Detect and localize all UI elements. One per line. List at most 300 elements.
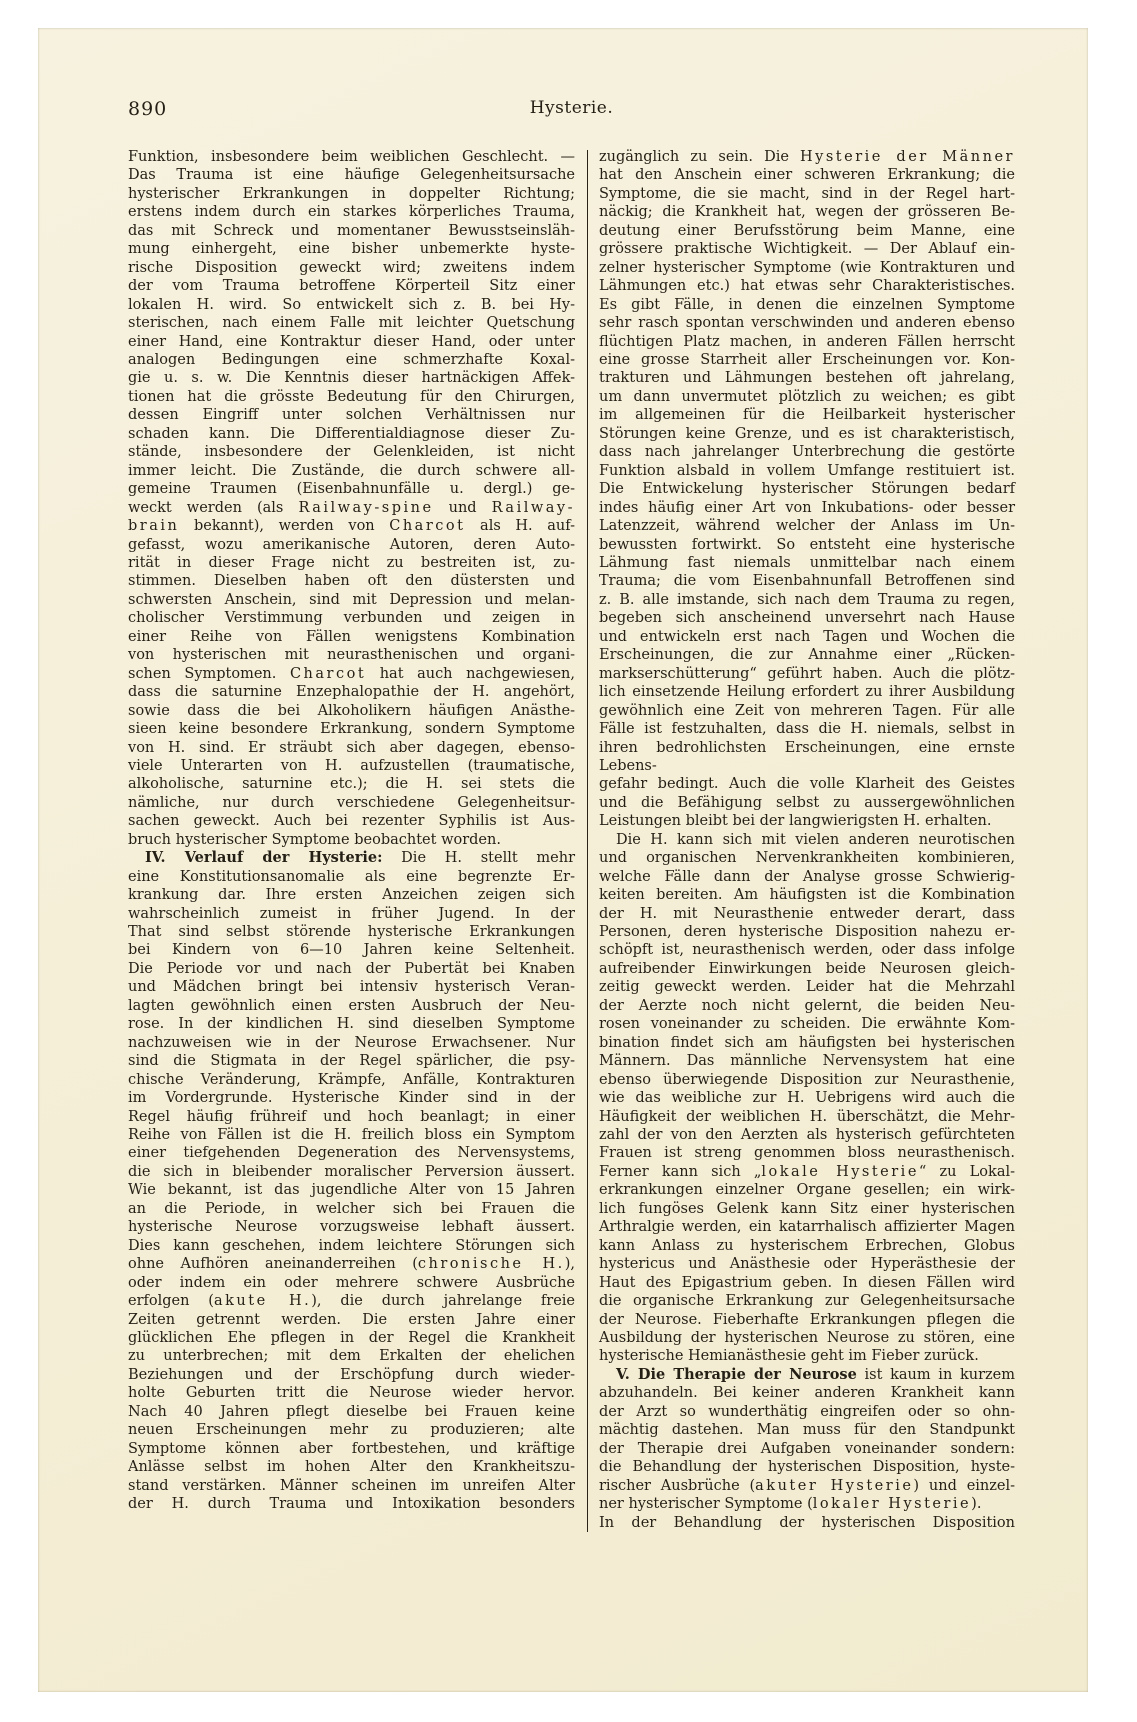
text-segment: erkrankungen einzelner Organe gesellen; ein wirk- <box>599 1182 1015 1199</box>
text-line <box>599 1218 1015 1236</box>
text-segment: rose. In der kindlichen H. sind dieselben Symptome <box>128 1016 575 1033</box>
text-segment: ist kaum in kurzem <box>856 1366 1015 1383</box>
text-segment: Personen, deren hysterische Disposition nahezu er- <box>599 924 1015 941</box>
text-line <box>599 941 1015 959</box>
text-line <box>128 1477 575 1495</box>
text-line <box>128 388 575 406</box>
text-segment: sind die Stigmata in der Regel spärlicher, die psy- <box>128 1053 575 1070</box>
text-segment: schaden kann. Die Differentialdiagnose dieser Zu- <box>128 425 575 442</box>
text-segment: stimmen. Dieselben haben oft den düstersten und <box>128 573 575 590</box>
text-segment: Leistungen bleibt bei der langwierigsten H. erhalten. <box>599 813 992 830</box>
text-line <box>128 222 575 240</box>
text-segment: Die H. kann sich mit vielen anderen neurotischen <box>616 831 1015 848</box>
text-line <box>599 646 1015 664</box>
text-segment: einer Hand, eine Kontraktur dieser Hand, oder unter <box>128 333 575 350</box>
text-segment: nämliche, nur durch verschiedene Gelegenheitsur- <box>128 794 575 811</box>
text-line <box>599 1255 1015 1273</box>
text-line <box>599 960 1015 978</box>
text-line <box>599 1200 1015 1218</box>
text-segment: In der Behandlung der hysterischen Disposition <box>599 1514 1015 1531</box>
text-line <box>128 443 575 461</box>
text-segment: gefahr bedingt. Auch die volle Klarheit des Geistes <box>599 776 1015 793</box>
text-line <box>128 1329 575 1347</box>
text-segment: akute H. <box>213 1293 312 1310</box>
text-segment: zugänglich zu sein. Die <box>599 149 801 165</box>
text-line <box>128 1218 575 1236</box>
text-segment: bruch hysterischer Symptome beobachtet worden. <box>128 831 501 848</box>
text-segment: zeitig geweckt werden. Leider hat die Mehrzahl <box>599 979 1015 996</box>
text-segment: Symptome, die sie macht, sind in der Regel hart- <box>599 185 1015 202</box>
text-line <box>599 812 1015 830</box>
text-line <box>599 1034 1015 1052</box>
text-line <box>128 609 575 627</box>
text-line <box>128 425 575 443</box>
text-line <box>128 499 575 517</box>
text-line <box>599 683 1015 701</box>
text-line <box>599 849 1015 867</box>
text-line <box>128 1292 575 1310</box>
text-line <box>128 1126 575 1144</box>
text-segment: lokale Hysterie <box>761 1163 919 1180</box>
text-line <box>599 591 1015 609</box>
text-line <box>599 720 1015 738</box>
text-segment: viele Unterarten von H. aufzustellen (traumatische, <box>128 757 575 774</box>
text-line <box>128 794 575 812</box>
text-segment: Arthralgie werden, ein katarrhalisch affizierter Magen <box>599 1219 1015 1236</box>
text-line <box>599 296 1015 314</box>
text-line <box>599 203 1015 221</box>
text-segment: rischer Ausbrüche ( <box>599 1477 756 1494</box>
text-segment: keiten bereiten. Am häufigsten ist die Kombination <box>599 887 1015 904</box>
text-segment: brain <box>128 518 180 535</box>
text-line <box>128 665 575 683</box>
text-line <box>599 369 1015 387</box>
text-segment: Ausbildung der hysterischen Neurose zu stören, eine <box>599 1330 1015 1346</box>
text-line <box>128 406 575 424</box>
text-segment: gefasst, wozu amerikanische Autoren, deren Auto- <box>128 536 575 553</box>
text-segment: ), die durch jahrelange freie <box>311 1293 575 1310</box>
text-line <box>128 628 575 646</box>
text-segment: bekannt), werden von <box>179 518 390 535</box>
text-segment: z. B. alle imstande, sich nach dem Trauma zu regen, <box>599 591 1015 608</box>
text-line <box>128 1403 575 1421</box>
text-line <box>128 1144 575 1162</box>
text-segment: hystericus und Anästhesie oder Hyperästhesie der <box>599 1256 1015 1273</box>
text-segment: aufreibender Einwirkungen beide Neurosen gleich- <box>599 960 1015 977</box>
page-number: 890 <box>128 98 168 120</box>
text-line <box>128 960 575 978</box>
text-line <box>128 1034 575 1052</box>
text-line <box>599 1237 1015 1255</box>
text-line <box>599 1440 1015 1458</box>
text-segment: dass nach jahrelanger Unterbrechung die gestörte <box>599 444 1015 461</box>
text-line <box>128 646 575 664</box>
text-segment: Symptome können aber fortbestehen, und kräftige <box>128 1440 575 1457</box>
text-segment: Die Periode vor und nach der Pubertät bei Knaben <box>128 960 575 977</box>
text-segment: Die H. stellt mehr <box>382 850 575 867</box>
text-line <box>128 185 575 203</box>
text-segment: die Behandlung der hysterischen Disposition, hyste- <box>599 1459 1015 1476</box>
text-segment: Anlässe selbst im hohen Alter den Krankheitszu- <box>128 1459 575 1476</box>
text-line <box>599 480 1015 498</box>
text-line <box>128 351 575 369</box>
text-segment: ebenso überwiegende Disposition zur Neurasthenie, <box>599 1071 1015 1088</box>
text-segment: von H. sind. Er sträubt sich aber dagegen, ebenso- <box>128 739 575 756</box>
text-line <box>128 1421 575 1439</box>
text-line <box>599 1384 1015 1402</box>
text-segment: bei Kindern von 6—10 Jahren keine Seltenheit. <box>128 942 575 959</box>
text-line <box>599 148 1015 166</box>
text-line <box>128 591 575 609</box>
text-segment: cholischer Verstimmung verbunden und zeigen in <box>128 610 575 627</box>
text-line <box>599 572 1015 590</box>
text-line <box>128 886 575 904</box>
text-line <box>599 905 1015 923</box>
text-segment: wahrscheinlich zumeist in früher Jugend. In der <box>128 905 575 922</box>
text-segment: Funktion alsbald in vollem Umfange restituiert ist. <box>599 462 1015 479</box>
text-line <box>128 554 575 572</box>
column-divider <box>587 150 588 1532</box>
text-segment: eine grosse Starrheit aller Erscheinungen vor. Kon- <box>599 351 1015 368</box>
text-line <box>599 1329 1015 1347</box>
text-line <box>599 1071 1015 1089</box>
text-line <box>599 443 1015 461</box>
text-segment: Trauma; die vom Eisenbahnunfall Betroffenen sind <box>599 573 1015 590</box>
text-line <box>128 1200 575 1218</box>
text-segment: Regel häufig frühreif und hoch beanlagt; in einer <box>128 1108 575 1125</box>
text-line <box>599 1108 1015 1126</box>
text-segment: Männern. Das männliche Nervensystem hat eine <box>599 1053 1015 1070</box>
text-segment: eine Konstitutionsanomalie als eine begrenzte Er- <box>128 868 575 885</box>
text-line <box>599 1458 1015 1476</box>
text-line <box>599 314 1015 332</box>
text-line <box>599 1292 1015 1310</box>
text-segment: Zeiten getrennt werden. Die ersten Jahre einer <box>128 1311 575 1328</box>
text-line <box>599 388 1015 406</box>
text-segment: ihren bedrohlichsten Erscheinungen, eine ernste Lebens- <box>599 739 1015 774</box>
text-segment: That sind selbst störende hysterische Erkrankungen <box>128 924 575 941</box>
text-segment: Charcot <box>289 665 367 682</box>
text-segment: dass die saturnine Enzephalopathie der H. angehört, <box>128 684 575 701</box>
text-segment: erfolgen ( <box>128 1293 214 1310</box>
text-line <box>599 166 1015 184</box>
text-segment: lokalen H. wird. So entwickelt sich z. B. bei Hy- <box>128 296 575 313</box>
text-line <box>128 1458 575 1476</box>
text-line <box>128 831 575 849</box>
text-segment: erstens indem durch ein starkes körperliches Trauma, <box>128 204 575 221</box>
text-segment: lich einsetzende Heilung erfordert zu ihrer Ausbildung <box>599 684 1015 701</box>
text-segment: näckig; die Krankheit hat, wegen der grösseren Be- <box>599 204 1015 221</box>
text-line <box>599 1163 1015 1181</box>
text-segment: um dann unvermutet plötzlich zu weichen; es gibt <box>599 388 1015 405</box>
text-segment: die sich in bleibender moralischer Perversion äussert. <box>128 1163 575 1180</box>
text-line <box>599 739 1015 776</box>
text-line <box>128 1089 575 1107</box>
text-segment: tionen hat die grösste Bedeutung für den Chirurgen, <box>128 388 575 405</box>
text-segment: chronische H. <box>417 1256 565 1273</box>
text-segment: ohne Aufhören aneinanderreihen ( <box>128 1256 418 1273</box>
text-segment: der vom Trauma betroffene Körperteil Sitz einer <box>128 278 575 295</box>
text-line <box>599 886 1015 904</box>
text-segment: im Vordergrunde. Hysterische Kinder sind in der <box>128 1090 575 1107</box>
text-segment: Ferner kann sich „ <box>599 1163 762 1180</box>
text-segment: wie das weibliche zur H. Uebrigens wird auch die <box>599 1090 1015 1107</box>
text-segment: markserschütterung“ geführt haben. Auch die plötz- <box>599 665 1015 682</box>
text-segment: und entwickeln erst nach Tagen und Wochen die <box>599 628 1015 645</box>
text-line <box>128 517 575 535</box>
text-line <box>128 739 575 757</box>
text-segment: ), <box>564 1256 575 1273</box>
text-segment: schöpft ist, neurasthenisch werden, oder dass infolge <box>599 942 1015 959</box>
text-segment: und die Befähigung selbst zu aussergewöhnlichen <box>599 794 1015 811</box>
text-line <box>599 1421 1015 1439</box>
text-segment: dessen Eingriff unter solchen Verhältnissen nur <box>128 407 575 424</box>
text-segment: Erscheinungen, die zur Annahme einer „Rücken- <box>599 647 1015 664</box>
text-line <box>599 1514 1015 1532</box>
text-line <box>128 148 575 166</box>
text-segment: Es gibt Fälle, in denen die einzelnen Symptome <box>599 296 1015 313</box>
text-line <box>599 609 1015 627</box>
text-segment: bewussten fortwirkt. So entsteht eine hysterische <box>599 536 1015 553</box>
text-line <box>599 1347 1015 1365</box>
text-line <box>599 923 1015 941</box>
text-segment: holte Geburten tritt die Neurose wieder hervor. <box>128 1385 575 1402</box>
text-line <box>128 296 575 314</box>
text-segment: und organischen Nervenkrankheiten kombinieren, <box>599 850 1015 867</box>
text-segment: Die Entwickelung hysterischer Störungen bedarf <box>599 481 1015 498</box>
text-line <box>599 185 1015 203</box>
text-line <box>599 1181 1015 1199</box>
text-segment: der Therapie drei Aufgaben voneinander sondern: <box>599 1440 1015 1457</box>
text-segment: der Neurose. Fieberhafte Erkrankungen pflegen die <box>599 1311 1015 1328</box>
text-line <box>128 757 575 775</box>
text-segment: Latenzzeit, während welcher der Anlass im Un- <box>599 518 1015 535</box>
text-line <box>599 462 1015 480</box>
text-segment: und <box>433 499 492 516</box>
text-segment: krankung dar. Ihre ersten Anzeichen zeigen sich <box>128 887 575 904</box>
text-segment: Störungen keine Grenze, und es ist charakteristisch, <box>599 425 1015 442</box>
text-segment: kann Anlass zu hysterischem Erbrechen, Globus <box>599 1237 1015 1254</box>
text-line <box>599 499 1015 517</box>
text-line <box>128 369 575 387</box>
text-segment: hat den Anschein einer schweren Erkrankung; die <box>599 167 1015 184</box>
text-line <box>599 1495 1015 1513</box>
text-line <box>128 462 575 480</box>
text-line <box>128 277 575 295</box>
text-segment: Häufigkeit der weiblichen H. überschätzt, die Mehr- <box>599 1108 1015 1125</box>
text-line <box>128 941 575 959</box>
text-segment: Haut des Epigastrium geben. In diesen Fällen wird <box>599 1274 1015 1291</box>
text-line <box>128 868 575 886</box>
text-segment: als H. auf- <box>465 518 575 535</box>
text-line <box>599 277 1015 295</box>
text-segment: grössere praktische Wichtigkeit. — Der Ablauf ein- <box>599 241 1015 258</box>
text-line <box>599 831 1015 849</box>
text-segment: deutung einer Berufsstörung beim Manne, eine <box>599 222 1015 239</box>
text-segment: einer Reihe von Fällen wenigstens Kombination <box>128 628 575 645</box>
text-line <box>599 240 1015 258</box>
text-segment: sieen keine besondere Erkrankung, sondern Symptome <box>128 721 575 738</box>
text-segment: gewöhnlich eine Zeit von mehreren Tagen. Für alle <box>599 702 1015 719</box>
text-line <box>128 849 575 867</box>
text-line <box>599 1089 1015 1107</box>
text-line <box>599 775 1015 793</box>
text-line <box>599 1126 1015 1144</box>
text-segment: weckt werden (als <box>128 499 299 516</box>
text-line <box>128 480 575 498</box>
text-line <box>128 1071 575 1089</box>
text-segment: hysterische Neurose vorzugsweise lebhaft äussert. <box>128 1219 575 1236</box>
text-segment: Lähmungen etc.) hat etwas sehr Charakteristisches. <box>599 278 1015 295</box>
text-segment: Frauen ist streng genommen bloss neurasthenisch. <box>599 1145 1015 1162</box>
text-line <box>128 1347 575 1365</box>
text-line <box>128 702 575 720</box>
text-segment: akuter Hysterie <box>755 1477 914 1494</box>
text-line <box>128 1440 575 1458</box>
text-segment: hysterischer Erkrankungen in doppelter Richtung; <box>128 185 575 202</box>
text-line <box>599 1015 1015 1033</box>
text-segment: einer tiefgehenden Degeneration des Nervensystems, <box>128 1145 575 1162</box>
text-line <box>599 1311 1015 1329</box>
text-segment: der Arzt so wunderthätig eingreifen oder so ohn- <box>599 1403 1015 1420</box>
text-line <box>128 1495 575 1513</box>
text-segment: stand verstärken. Männer scheinen im unreifen Alter <box>128 1477 575 1494</box>
text-segment: welche Fälle dann der Analyse grosse Schwierig- <box>599 868 1015 885</box>
text-segment: lagten gewöhnlich einen ersten Ausbruch der Neu- <box>128 997 575 1014</box>
text-segment: das mit Schreck und momentaner Bewusstseinsläh- <box>128 222 575 239</box>
text-segment: zu unterbrechen; mit dem Erkalten der ehelichen <box>128 1348 575 1365</box>
text-segment: Nach 40 Jahren pflegt dieselbe bei Frauen keine <box>128 1403 575 1420</box>
text-line <box>128 1274 575 1292</box>
text-line <box>599 406 1015 424</box>
text-line <box>599 1052 1015 1070</box>
text-block <box>128 148 1015 1532</box>
text-segment: Wie bekannt, ist das jugendliche Alter von 15 Jahren <box>128 1182 575 1199</box>
text-segment: rität in dieser Frage nicht zu bestreiten ist, zu- <box>128 554 575 571</box>
text-segment: analogen Bedingungen eine schmerzhafte Koxal- <box>128 351 575 368</box>
text-line <box>128 314 575 332</box>
text-line <box>599 259 1015 277</box>
text-line <box>128 1163 575 1181</box>
text-segment: zelner hysterischer Symptome (wie Kontrakturen und <box>599 259 1015 276</box>
text-segment: der Aerzte noch nicht gelernt, die beiden Neu- <box>599 997 1015 1014</box>
text-line <box>128 997 575 1015</box>
text-line <box>128 333 575 351</box>
text-line <box>128 1108 575 1126</box>
text-line <box>599 554 1015 572</box>
text-segment: trakturen und Lähmungen bestehen oft jahrelang, <box>599 370 1015 387</box>
text-line <box>599 997 1015 1015</box>
text-segment: mächtig dastehen. Man muss für den Standpunkt <box>599 1422 1015 1439</box>
text-line <box>599 1144 1015 1162</box>
text-line <box>599 1477 1015 1495</box>
text-line <box>128 1237 575 1255</box>
text-line <box>599 1274 1015 1292</box>
text-line <box>128 1181 575 1199</box>
text-segment: Railway- <box>491 499 575 516</box>
text-segment: Reihe von Fällen ist die H. freilich bloss ein Symptom <box>128 1127 575 1144</box>
text-line <box>599 425 1015 443</box>
text-segment: “ zu Lokal- <box>918 1163 1015 1180</box>
text-line <box>128 259 575 277</box>
right-column <box>599 148 1015 1532</box>
text-line <box>128 775 575 793</box>
text-segment: schwersten Anschein, sind mit Depression und melan- <box>128 591 575 608</box>
text-line <box>128 812 575 830</box>
text-segment: der H. durch Trauma und Intoxikation besonders <box>128 1496 575 1513</box>
text-line <box>128 683 575 701</box>
text-line <box>128 923 575 941</box>
text-segment: Das Trauma ist eine häufige Gelegenheitsursache <box>128 167 575 184</box>
text-line <box>128 978 575 996</box>
text-segment: sehr rasch spontan verschwinden und anderen ebenso <box>599 315 1015 332</box>
text-line <box>128 536 575 554</box>
text-line <box>599 1366 1015 1384</box>
text-segment: Charcot <box>389 518 466 535</box>
text-line <box>599 517 1015 535</box>
text-segment: ) und einzel- <box>913 1477 1016 1494</box>
text-line <box>599 794 1015 812</box>
text-segment: Lähmung fast niemals unmittelbar nach einem <box>599 554 1015 571</box>
text-segment: und Mädchen bringt bei intensiv hysterisch Veran- <box>128 979 575 996</box>
text-segment: rosen voneinander zu scheiden. Die erwähnte Kom- <box>599 1016 1015 1033</box>
text-line <box>128 1366 575 1384</box>
text-segment: flüchtigen Platz machen, in anderen Fällen herrscht <box>599 333 1015 350</box>
text-segment: zahl der von den Aerzten als hysterisch gefürchteten <box>599 1127 1015 1144</box>
text-line <box>128 240 575 258</box>
text-line <box>128 166 575 184</box>
text-segment: begeben sich anscheinend unversehrt nach Hause <box>599 610 1015 627</box>
text-segment: Beziehungen und der Erschöpfung durch wieder- <box>128 1366 575 1383</box>
text-line <box>599 868 1015 886</box>
text-segment: ner hysterischer Symptome ( <box>599 1496 813 1513</box>
text-segment: sowie dass die bei Alkoholikern häufigen Anästhe- <box>128 702 575 719</box>
text-line <box>128 720 575 738</box>
text-segment: von hysterischen mit neurasthenischen und organi- <box>128 647 575 664</box>
text-segment: lokaler Hysterie <box>812 1496 972 1513</box>
text-segment: Dies kann geschehen, indem leichtere Störungen sich <box>128 1237 575 1254</box>
text-line <box>128 1255 575 1273</box>
text-segment: sachen geweckt. Auch bei rezenter Syphilis ist Aus- <box>128 813 575 830</box>
text-segment: Fälle ist festzuhalten, dass die H. niemals, selbst in <box>599 721 1015 738</box>
text-segment: alkoholische, saturnine etc.); die H. sei stets die <box>128 776 575 793</box>
text-segment: die organische Erkrankung zur Gelegenheitsursache <box>599 1293 1015 1310</box>
text-segment: an die Periode, in welcher sich bei Frauen die <box>128 1200 575 1217</box>
text-line <box>599 333 1015 351</box>
text-line <box>128 905 575 923</box>
text-segment: bination findet sich am häufigsten bei hysterischen <box>599 1034 1015 1051</box>
text-segment: sterischen, nach einem Falle mit leichter Quetschung <box>128 315 575 332</box>
scanned-page <box>38 28 1088 1692</box>
text-segment: abzuhandeln. Bei keiner anderen Krankheit kann <box>599 1385 1015 1402</box>
text-segment: ). <box>971 1496 982 1513</box>
text-line <box>599 1403 1015 1421</box>
text-line <box>128 1052 575 1070</box>
text-segment: im allgemeinen für die Heilbarkeit hysterischer <box>599 407 1015 424</box>
text-segment: schen Symptomen. <box>128 665 290 682</box>
text-segment: Funktion, insbesondere beim weiblichen Geschlecht. — <box>128 149 575 165</box>
text-line <box>599 536 1015 554</box>
text-line <box>599 665 1015 683</box>
text-segment: hat auch nachgewiesen, <box>366 665 575 682</box>
text-segment: oder indem ein oder mehrere schwere Ausbrüche <box>128 1274 575 1291</box>
text-line <box>128 1311 575 1329</box>
text-segment: hysterische Hemianästhesie geht im Fieber zurück. <box>599 1348 979 1365</box>
text-line <box>599 628 1015 646</box>
left-column <box>128 148 575 1532</box>
text-line <box>599 702 1015 720</box>
text-segment: neuen Erscheinungen mehr zu produzieren; alte <box>128 1422 575 1439</box>
